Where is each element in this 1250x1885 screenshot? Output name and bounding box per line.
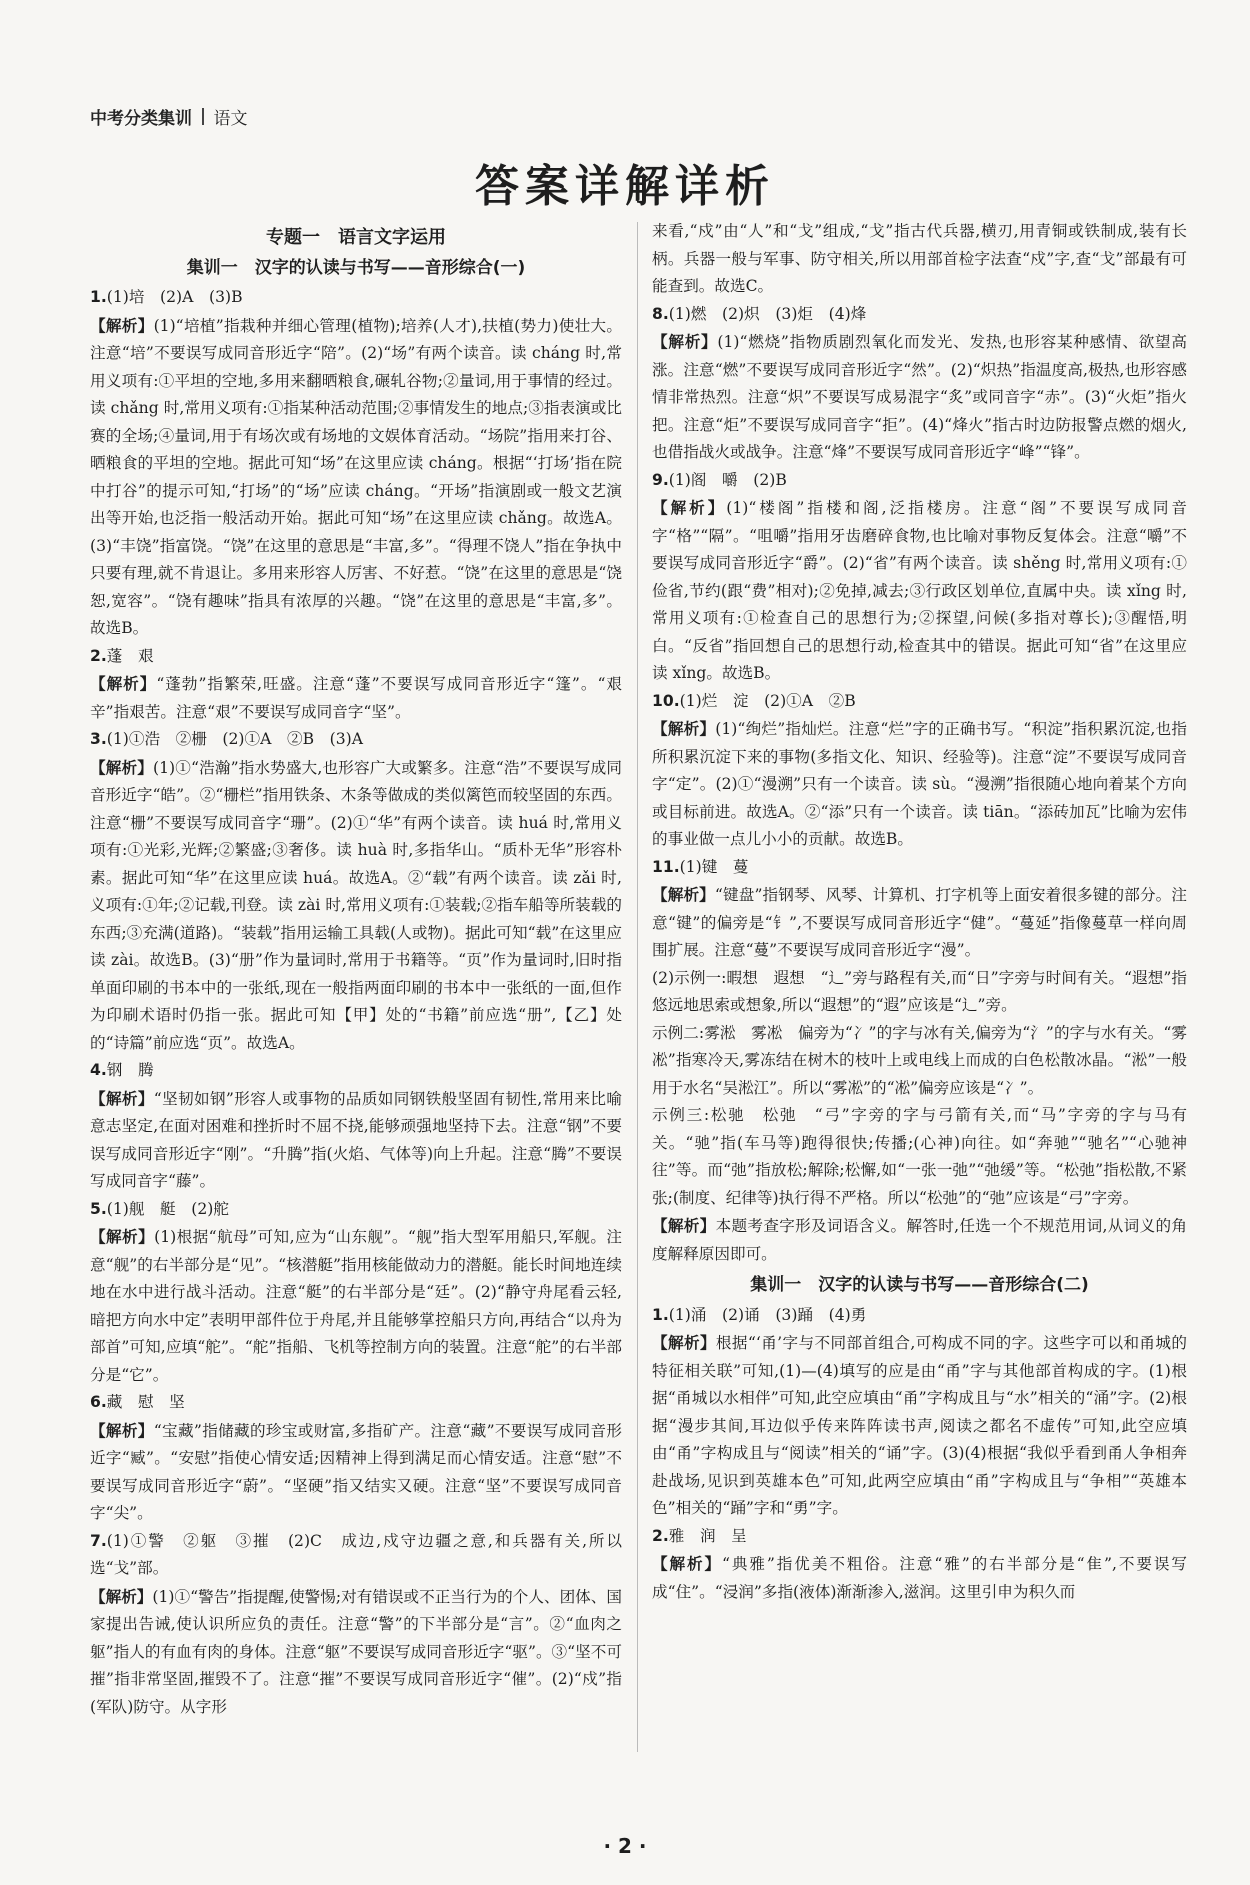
answer-item bbox=[90, 284, 622, 643]
question-number: 7. bbox=[90, 1531, 107, 1550]
analysis bbox=[90, 1223, 622, 1389]
analysis-tag: 【解析】 bbox=[652, 1333, 716, 1352]
analysis bbox=[90, 312, 622, 643]
answer-text: (1)阁 嚼 (2)B bbox=[668, 470, 787, 489]
question-number: 1. bbox=[652, 1305, 669, 1324]
question-number: 8. bbox=[652, 304, 669, 323]
running-header bbox=[90, 104, 248, 129]
q11-example-1: (2)示例一:暇想 遐想 “辶”旁与路程有关,而“日”字旁与时间有关。“遐想”指悠远地思索或想象,所以“遐想”的“遐”应该是“辶”旁。 bbox=[652, 968, 1187, 1014]
analysis-text: 本题考查字形及词语含义。解答时,任选一个不规范用词,从词义的角度解释原因即可。 bbox=[652, 1217, 1187, 1263]
analysis bbox=[90, 1583, 622, 1722]
column-divider bbox=[637, 222, 638, 1752]
answer-text: (1)①浩 ②栅 (2)①A ②B (3)A bbox=[106, 730, 363, 748]
analysis bbox=[90, 1417, 622, 1528]
analysis-tag: 【解析】 bbox=[652, 885, 715, 904]
part2-answer-list bbox=[652, 1302, 1187, 1607]
question-number: 11. bbox=[652, 857, 680, 876]
answer-item bbox=[90, 643, 622, 727]
answer-line bbox=[90, 1389, 622, 1417]
answer-line bbox=[652, 1523, 1187, 1551]
analysis bbox=[652, 494, 1187, 688]
analysis-tag: 【解析】 bbox=[90, 315, 154, 335]
analysis-text: “键盘”指钢琴、风琴、计算机、打字机等上面安着很多键的部分。注意“键”的偏旁是“钅”,不要误写成同音形近字“健”。“蔓延”指像蔓草一样向周围扩展。注意“蔓”不要误写成同音形近字“漫”。 bbox=[652, 886, 1187, 959]
answer-item bbox=[90, 1196, 622, 1390]
analysis-text: (1)①“警告”指提醒,使警惕;对有错误或不正当行为的个人、团体、国家提出告诫,使认识所应负的责任。注意“警”的下半部分是“言”。②“血肉之躯”指人的有血有肉的身体。注意“躯”不要误写成同音形近字“驱”。③“坚不可摧”指非常坚固,摧毁不了。注意“摧”不要误写成同音形近字“催”。(2)“戍”指(军队)防守。从字形 bbox=[90, 1587, 622, 1716]
answer-line bbox=[90, 643, 622, 671]
analysis-text: (1)“绚烂”指灿烂。注意“烂”字的正确书写。“积淀”指积累沉淀,也指所积累沉淀下来的事物(多指文化、知识、经验等)。注意“淀”不要误写成同音字“定”。(2)①“漫溯”只有一个读音。读 sù。“漫溯”指很随心地向着某个方向或目标前进。故选A。②“添”只有一个读音。读 tiān。“添砖加瓦”比喻为宏伟的事业做一点儿小小的贡献。故选B。 bbox=[652, 720, 1187, 848]
topic-heading: 专题一 语言文字运用 bbox=[266, 227, 446, 248]
answer-text: (1)①警 ②躯 ③摧 (2)C 成边,戍守边疆之意,和兵器有关,所以选“戈”部。 bbox=[90, 1531, 622, 1577]
analysis-tag: 【解析】 bbox=[652, 1216, 716, 1235]
answer-item bbox=[652, 301, 1187, 467]
answer-text: (1)舰 艇 (2)舵 bbox=[106, 1199, 229, 1218]
question-number: 5. bbox=[90, 1199, 107, 1218]
q11-example-3: 示例三:松驰 松弛 “弓”字旁的字与弓箭有关,而“马”字旁的字与马有关。“驰”指(车马等)跑得很快;传播;(心神)向往。如“奔驰”“驰名”“心驰神往”等。而“弛”指放松;解除;松懈,如“一张一弛”“弛缓”等。“松弛”指松散,不紧张;(制度、纪律等)执行得不严格。所以“松弛”的“弛”应该是“弓”字旁。 bbox=[652, 1106, 1187, 1207]
answer-item bbox=[652, 854, 1187, 965]
continued-text: 来看,“戍”由“人”和“戈”组成,“戈”指古代兵器,横刃,用青铜或铁制成,装有长柄。兵器一般与军事、防守相关,所以用部首检字法查“戍”字,查“戈”部最有可能查到。故选C。 bbox=[652, 222, 1187, 295]
analysis-text: (1)①“浩瀚”指水势盛大,也形容广大或繁多。注意“浩”不要误写成同音形近字“皓”。②“栅栏”指用铁条、木条等做成的类似篱笆而较坚固的东西。注意“栅”不要误写成同音字“珊”。(2)①“华”有两个读音。读 huá 时,常用义项有:①光彩,光辉;②繁盛;③奢侈。读 huà 时,多指华山。“质朴无华”形容朴素。据此可知“华”在这里应读 huá。故选A。②“载”有两个读音。读 zǎi 时,义项有:①年;②记载,刊登。读 zài 时,常用义项有:①装载;②指车船等所装载的东西;③充满(道路)。“装载”指用运输工具载(人或物)。据此可知“载”在这里应读 zài。故选B。(3)“册”作为量词时,常用于书籍等。“页”作为量词时,旧时指单面印刷的书本中的一张纸,现在一般指两面印刷的书本中一张纸的一面,但作为印刷术语时仍指一张。据此可知【甲】处的“书籍”前应选“册”,【乙】处的“诗篇”前应选“页”。故选A。 bbox=[90, 758, 622, 1052]
answer-text: (1)培 (2)A (3)B bbox=[106, 288, 243, 306]
left-answer-list bbox=[90, 284, 622, 1721]
book-series: 中考分类集训 bbox=[90, 109, 192, 129]
question-number: 3. bbox=[90, 730, 107, 748]
answer-item bbox=[90, 726, 622, 1057]
answer-item bbox=[652, 467, 1187, 688]
answer-text: (1)键 蔓 bbox=[679, 857, 749, 876]
analysis-tag: 【解析】 bbox=[90, 1420, 154, 1440]
answer-line bbox=[90, 1528, 622, 1583]
answer-item bbox=[652, 1302, 1187, 1523]
analysis-tag: 【解析】 bbox=[652, 332, 718, 351]
subject: 语文 bbox=[213, 109, 248, 129]
analysis bbox=[652, 881, 1187, 965]
analysis-tag: 【解析】 bbox=[90, 1088, 154, 1108]
analysis-tag: 【解析】 bbox=[652, 498, 727, 517]
answer-text: 藏 慰 坚 bbox=[106, 1393, 185, 1411]
lesson-heading-2: 集训一 汉字的认读与书写——音形综合(二) bbox=[750, 1275, 1089, 1295]
analysis bbox=[652, 328, 1187, 467]
right-answer-list bbox=[652, 301, 1187, 965]
q11-analysis-2 bbox=[652, 1212, 1187, 1268]
analysis-text: “典雅”指优美不粗俗。注意“雅”的右半部分是“隹”,不要误写成“住”。“浸润”多指(液体)渐渐渗入,滋润。这里引申为积久而 bbox=[652, 1555, 1187, 1601]
analysis-text: (1)“楼阁”指楼和阁,泛指楼房。注意“阁”不要误写成同音字“格”“隔”。“咀嚼”指用牙齿磨碎食物,也比喻对事物反复体会。注意“嚼”不要误写成同音形近字“爵”。(2)“省”有两个读音。读 shěng 时,常用义项有:①俭省,节约(跟“费”相对);②免掉,减去;③行政区划单位,直属中央。读 xǐng 时,常用义项有:①检查自己的思想行为;②探望,问候(多指对尊长);③醒悟,明白。“反省”指回想自己的思想行动,检查其中的错误。据此可知“省”在这里应读 xǐng。故选B。 bbox=[652, 499, 1187, 682]
question-number: 2. bbox=[90, 646, 107, 665]
answer-item bbox=[90, 1389, 622, 1528]
answer-item bbox=[652, 1523, 1187, 1607]
left-column bbox=[90, 222, 622, 1721]
analysis-text: 根据“‘甬’字与不同部首组合,可构成不同的字。这些字可以和甬城的特征相关联”可知,(1)—(4)填写的应是由“甬”字与其他部首构成的字。(1)根据“甬城以水相伴”可知,此空应填由“甬”字构成且与“水”相关的“涌”字。(2)根据“漫步其间,耳边似乎传来阵阵读书声,阅读之都名不虚传”可知,此空应填由“甬”字构成且与“阅读”相关的“诵”字。(3)(4)根据“我似乎看到甬人争相奔赴战场,见识到英雄本色”可知,此两空应填由“甬”字构成且与“争相”“英雄本色”相关的“踊”字和“勇”字。 bbox=[652, 1334, 1187, 1517]
analysis bbox=[90, 754, 622, 1058]
answer-text: (1)涌 (2)诵 (3)踊 (4)勇 bbox=[668, 1305, 867, 1324]
answer-item bbox=[90, 1528, 622, 1722]
page-title: 答案详解详析 bbox=[475, 161, 775, 212]
page-number: · 2 · bbox=[603, 1834, 647, 1858]
analysis-text: (1)根据“航母”可知,应为“山东舰”。“舰”指大型军用船只,军舰。注意“舰”的右半部分是“见”。“核潜艇”指用核能做动力的潜艇。能长时间地连续地在水中进行战斗活动。注意“艇”的右半部分是“廷”。(2)“静守舟尾看云轻,暗把方向水中定”表明甲部件位于舟尾,并且能够掌控船只方向,再结合“以舟为部首”可知,应填“舵”。“舵”指船、飞机等控制方向的装置。注意“舵”的右半部分是“它”。 bbox=[90, 1228, 622, 1384]
answer-line bbox=[652, 688, 1187, 716]
analysis-tag: 【解析】 bbox=[652, 719, 716, 738]
analysis-tag: 【解析】 bbox=[652, 1554, 723, 1573]
question-number: 2. bbox=[652, 1526, 669, 1545]
answer-text: 雅 润 呈 bbox=[668, 1526, 747, 1545]
q11-part2 bbox=[652, 965, 1187, 1269]
answer-text: (1)烂 淀 (2)①A ②B bbox=[679, 691, 856, 710]
answer-line bbox=[90, 1057, 622, 1085]
analysis bbox=[652, 1329, 1187, 1523]
question-number: 1. bbox=[90, 288, 107, 306]
lesson-heading-1: 集训一 汉字的认读与书写——音形综合(一) bbox=[186, 257, 526, 278]
analysis bbox=[90, 670, 622, 726]
analysis-tag: 【解析】 bbox=[90, 1586, 153, 1606]
analysis-text: “蓬勃”指繁荣,旺盛。注意“蓬”不要误写成同音形近字“篷”。“艰辛”指艰苦。注意“艰”不要误写成同音字“坚”。 bbox=[90, 675, 622, 721]
answer-text: 钢 腾 bbox=[106, 1061, 154, 1079]
analysis bbox=[652, 715, 1187, 854]
answer-line bbox=[652, 854, 1187, 882]
answer-line bbox=[652, 301, 1187, 329]
q11-example-2: 示例二:雾淞 雾凇 偏旁为“冫”的字与冰有关,偏旁为“氵”的字与水有关。“雾凇”指寒冷天,雾冻结在树木的枝叶上或电线上而成的白色松散冰晶。“淞”一般用于水名“吴淞江”。所以“雾凇”的“凇”偏旁应该是“冫”。 bbox=[652, 1023, 1187, 1097]
answer-line bbox=[90, 1196, 622, 1224]
answer-text: (1)燃 (2)炽 (3)炬 (4)烽 bbox=[668, 304, 867, 323]
analysis bbox=[652, 1550, 1187, 1606]
analysis-text: (1)“燃烧”指物质剧烈氧化而发光、发热,也形容某种感情、欲望高涨。注意“燃”不要误写成同音形近字“然”。(2)“炽热”指温度高,极热,也形容感情非常热烈。注意“炽”不要误写成易混字“炙”或同音字“赤”。(3)“火炬”指火把。注意“炬”不要误写成同音字“拒”。(4)“烽火”指古时边防报警点燃的烟火,也借指战火或战争。注意“烽”不要误写成同音形近字“峰”“锋”。 bbox=[652, 333, 1187, 461]
answer-item bbox=[652, 688, 1187, 854]
analysis-text: “宝藏”指储藏的珍宝或财富,多指矿产。注意“藏”不要误写成同音形近字“臧”。“安慰”指使心情安适;因精神上得到满足而心情安适。注意“慰”不要误写成同音形近字“蔚”。“坚硬”指又结实又硬。注意“坚”不要误写成同音字“尖”。 bbox=[90, 1421, 622, 1522]
answer-text: 蓬 艰 bbox=[106, 646, 154, 665]
analysis-tag: 【解析】 bbox=[90, 757, 153, 777]
question-number: 9. bbox=[652, 470, 669, 489]
analysis-tag: 【解析】 bbox=[90, 1227, 155, 1246]
question-number: 4. bbox=[90, 1061, 107, 1079]
answer-line bbox=[652, 467, 1187, 495]
answer-line bbox=[652, 1302, 1187, 1330]
answer-item bbox=[90, 1057, 622, 1196]
analysis-tag: 【解析】 bbox=[90, 674, 157, 693]
answer-line bbox=[90, 726, 622, 754]
right-column bbox=[652, 218, 1187, 1606]
analysis-text: “坚韧如钢”形容人或事物的品质如同钢铁般坚固有韧性,常用来比喻意志坚定,在面对困难和挫折时不屈不挠,能够顽强地坚持下去。注意“钢”不要误写成同音形近字“刚”。“升腾”指(火焰、气体等)向上升起。注意“腾”不要误写成同音字“藤”。 bbox=[90, 1089, 622, 1190]
analysis bbox=[90, 1085, 622, 1196]
analysis-text: (1)“培植”指栽种并细心管理(植物);培养(人才),扶植(势力)使壮大。注意“培”不要误写成同音形近字“陪”。(2)“场”有两个读音。读 cháng 时,常用义项有:①平坦的空地,多用来翻晒粮食,碾轧谷物;②量词,用于事情的经过。读 chǎng 时,常用义项有:①指某种活动范围;②事情发生的地点;③指表演或比赛的全场;④量词,用于有场次或有场地的文娱体育活动。“场院”指用来打谷、晒粮食的平坦的空地。据此可知“场”在这里应读 cháng。根据“‘打场’指在院中打谷”的提示可知,“打场”的“场”应读 cháng。“开场”指演剧或一般文艺演出等开始,也泛指一般活动开始。据此可知“场”在这里应读 chǎng。故选A。(3)“丰饶”指富饶。“饶”在这里的意思是“丰富,多”。“得理不饶人”指在争执中只要有理,就不肯退让。多用来形容人厉害、不好惹。“饶”在这里的意思是“饶恕,宽容”。“饶有趣味”指具有浓厚的兴趣。“饶”在这里的意思是“丰富,多”。故选B。 bbox=[90, 316, 622, 637]
question-number: 10. bbox=[652, 691, 680, 710]
header-divider bbox=[202, 108, 204, 125]
question-number: 6. bbox=[90, 1393, 107, 1411]
answer-line bbox=[90, 284, 622, 312]
